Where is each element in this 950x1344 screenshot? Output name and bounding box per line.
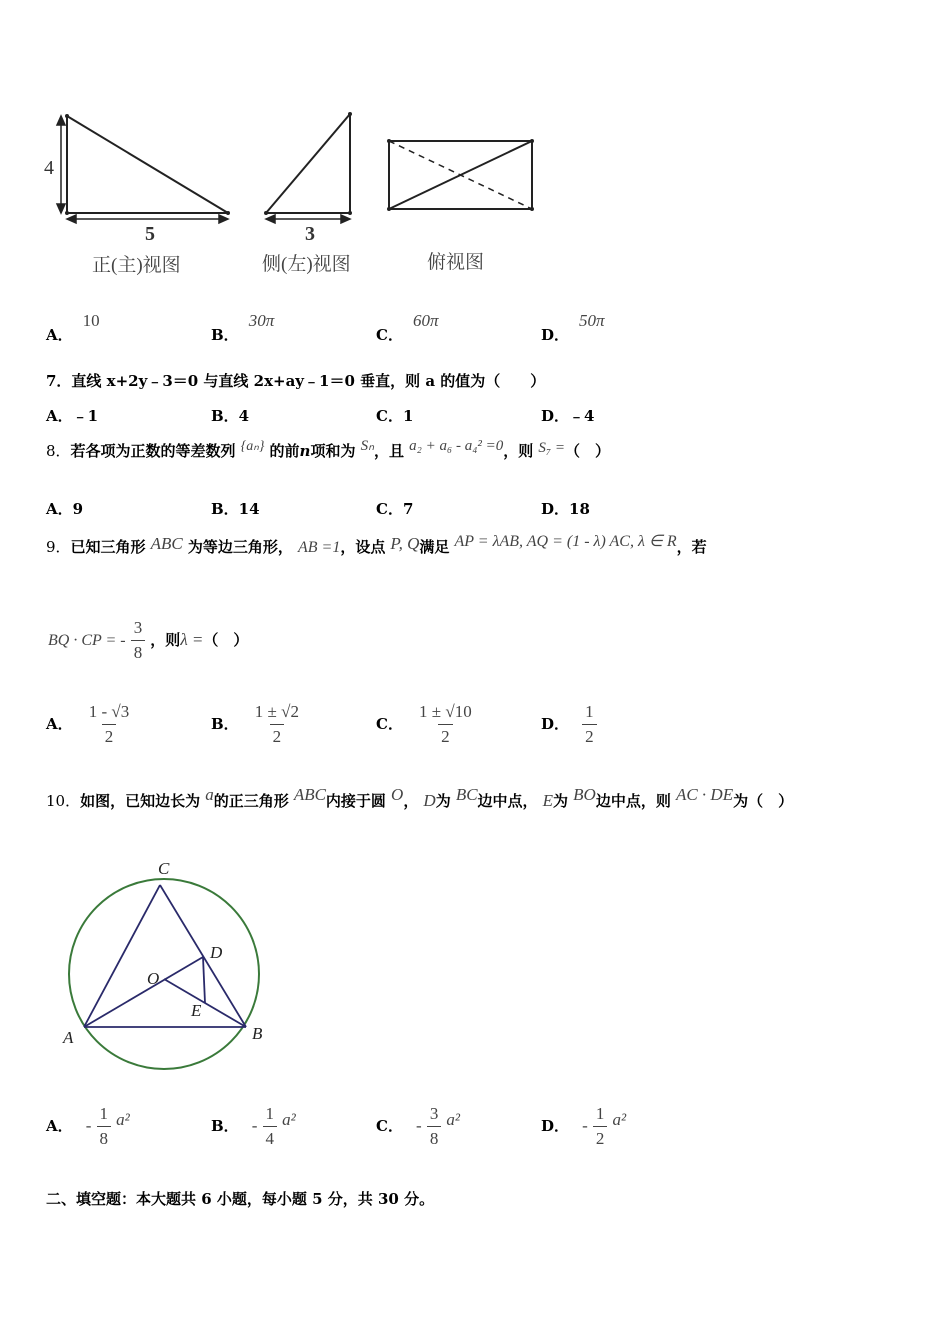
q8-option-c[interactable]: C．7 [376,500,414,518]
q7-stem: 7．直线 x+2y﹣3＝0 与直线 2x+ay﹣1＝0 垂直，则 a 的值为（ ） [46,372,546,390]
q9-option-a[interactable]: A． $\frac{1 - √3}{2}$ [46,702,130,746]
dim-side-3: 3 [305,223,315,245]
q7-option-d[interactable]: D．﹣4 [541,407,595,425]
q7-option-c[interactable]: C．1 [376,407,414,425]
dim-width-5: 5 [145,223,155,245]
q9-option-b[interactable]: B． $\frac{1 \pm √2}{2}$ [211,702,299,746]
q9-option-c[interactable]: C． $\frac{1 \pm √10}{2}$ [376,702,472,746]
q8-option-a[interactable]: A．9 [46,500,84,518]
q10-option-a[interactable]: A． - $\frac{1}{8}$ a² [46,1104,130,1148]
q10-option-c[interactable]: C． - $\frac{3}{8}$ a² [376,1104,461,1148]
side-width-dimension [266,215,350,223]
front-view [67,116,228,213]
q7-option-b[interactable]: B．4 [211,407,250,425]
q9-option-d[interactable]: D． $\frac{1}{2}$ [541,702,597,747]
label-o: O [147,969,160,988]
q6-option-b[interactable]: B．30π [211,311,275,344]
circumcircle [69,879,259,1069]
label-c: C [158,859,170,878]
front-height-dimension [57,116,65,213]
label-a: A [63,1028,74,1047]
q10-option-d[interactable]: D． - $\frac{1}{2}$ a² [541,1104,627,1148]
q7-option-a[interactable]: A．﹣1 [46,407,99,425]
q9-stem: 9．已知三角形 ABC 为等边三角形， AB =1，设点 P, Q满足 AP = λAB, AQ = (1 - λ) AC, λ ∈ R，若 [46,533,707,556]
q10-stem: 10．如图，已知边长为 a的正三角形 ABC内接于圆 O， D为 BC边中点， E为 BO边中点，则 AC · DE为（ ） [46,785,794,810]
q10-circle-figure [50,850,280,1085]
q8-option-b[interactable]: B．14 [211,500,260,518]
top-view [389,141,532,209]
side-view [266,114,350,213]
top-view-caption: 俯视图 [427,252,485,273]
q6-option-d[interactable]: D．50π [541,311,605,344]
q8-option-d[interactable]: D．18 [541,500,590,518]
q8-stem: 8．若各项为正数的等差数列 {aₙ} 的前n项和为 Sₙ，且 a₂ + a₆ - a₄² =0，则 S₇ =（ ） [46,438,611,460]
side-view-caption: 侧(左)视图 [262,254,351,275]
dim-height-4: 4 [44,157,54,179]
label-d: D [210,943,223,962]
q6-option-c[interactable]: C．60π [376,311,439,344]
label-e: E [191,1001,202,1020]
section-2-heading: 二、填空题：本大题共 6 小题，每小题 5 分，共 30 分。 [46,1190,435,1208]
q9-condition: BQ · CP = - $\frac{3}{8}$ ，则λ =（ ） [48,618,249,662]
front-width-dimension [67,215,228,223]
front-view-caption: 正(主)视图 [92,255,181,276]
q6-option-a[interactable]: A．10 [46,311,100,344]
label-b: B [252,1024,263,1043]
q10-option-b[interactable]: B． - $\frac{1}{4}$ a² [211,1104,296,1148]
